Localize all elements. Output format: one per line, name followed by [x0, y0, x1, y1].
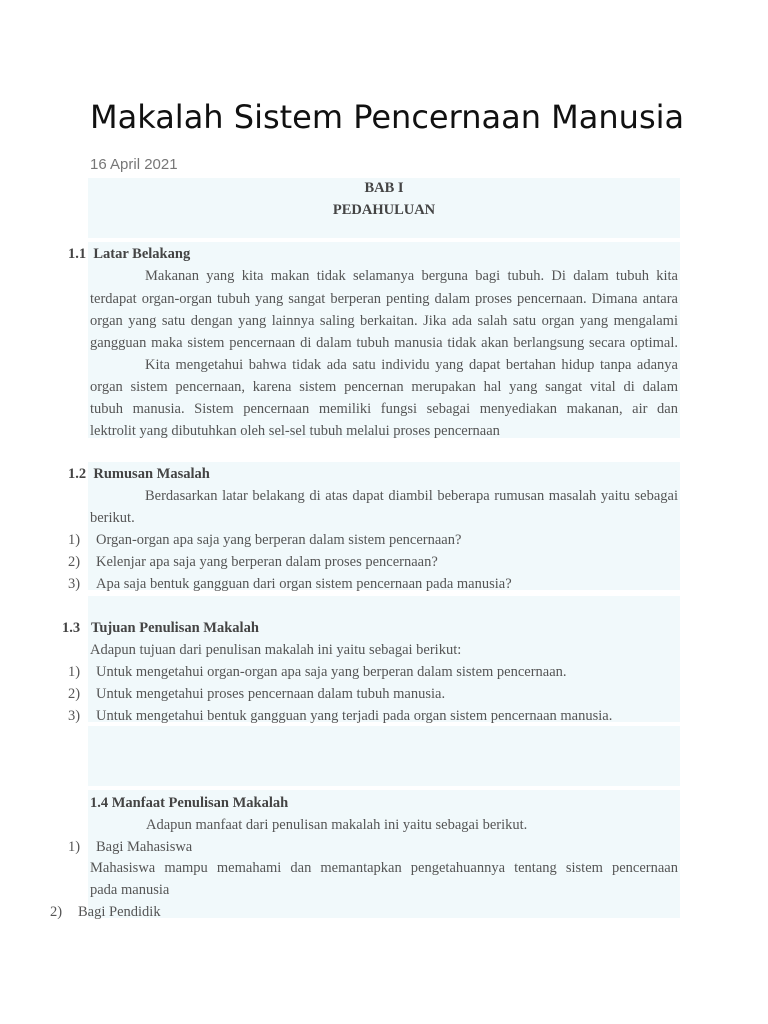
list-item — [68, 531, 461, 549]
paragraph-line: Kita mengetahui bahwa tidak ada satu individu yang dapat bertahan hidup tanpa adanya — [145, 357, 678, 373]
list-number: 1) — [68, 839, 81, 855]
list-item — [68, 553, 438, 571]
list-text: Untuk mengetahui bentuk gangguan yang terjadi pada organ sistem pencernaan manusia. — [96, 708, 613, 724]
list-item — [68, 707, 612, 725]
page-title: Makalah Sistem Pencernaan Manusia — [90, 98, 685, 136]
list-item — [68, 685, 445, 703]
list-number: 2) — [68, 554, 81, 570]
list-text: Organ-organ apa saja yang berperan dalam sistem pencernaan? — [96, 532, 462, 548]
paragraph-line: Makanan yang kita makan tidak selamanya berguna bagi tubuh. Di dalam tubuh kita — [145, 268, 678, 284]
list-text: Bagi Mahasiswa — [96, 839, 193, 855]
section-heading: 1.4 Manfaat Penulisan Makalah — [90, 795, 289, 811]
paragraph-line: terdapat organ-organ tubuh yang sangat berperan penting dalam proses pencernaan. Dimana antara — [90, 291, 678, 307]
chapter-label: BAB I — [364, 180, 404, 196]
list-text: Untuk mengetahui proses pencernaan dalam tubuh manusia. — [96, 686, 446, 702]
list-item — [68, 575, 512, 593]
list-number: 2) — [50, 904, 63, 920]
section-number: 1.1 — [68, 246, 87, 262]
list-item — [68, 663, 567, 681]
paragraph-line: pada manusia — [90, 882, 170, 898]
paragraph-line: Adapun manfaat dari penulisan makalah ini yaitu sebagai berikut. — [146, 817, 528, 833]
list-number: 3) — [68, 576, 81, 592]
list-number: 3) — [68, 708, 81, 724]
highlight-band — [88, 726, 680, 786]
list-text: Untuk mengetahui organ-organ apa saja yang berperan dalam sistem pencernaan. — [96, 664, 567, 680]
paragraph-line: Adapun tujuan dari penulisan makalah ini yaitu sebagai berikut: — [90, 642, 462, 658]
paragraph-line: tubuh manusia. Sistem pencernaan memiliki fungsi sebagai menyediakan makanan, air dan — [90, 401, 678, 417]
publish-date: 16 April 2021 — [90, 156, 178, 173]
section-heading — [68, 465, 210, 483]
section-heading — [68, 245, 190, 263]
list-text: Apa saja bentuk gangguan dari organ sistem pencernaan pada manusia? — [96, 576, 512, 592]
list-text: Bagi Pendidik — [78, 904, 161, 920]
section-title: Tujuan Penulisan Makalah — [91, 620, 259, 636]
section-heading — [62, 619, 259, 637]
highlight-band — [88, 596, 680, 722]
list-item — [50, 903, 161, 921]
section-title: Rumusan Masalah — [93, 466, 210, 482]
list-number: 2) — [68, 686, 81, 702]
chapter-title: PEDAHULUAN — [332, 202, 436, 218]
paragraph-line: berikut. — [90, 510, 135, 526]
paragraph-line: gangguan maka sistem pencernaan di dalam tubuh manusia tidak akan berlangsung secara optimal. — [90, 335, 678, 351]
paragraph-line: lektrolit yang dibutuhkan oleh sel-sel tubuh melalui proses pencernaan — [90, 423, 500, 439]
paragraph-line: organ sistem pencernaan, karena sistem pencernan merupakan hal yang sangat vital di dalam — [90, 379, 678, 395]
list-number: 1) — [68, 664, 81, 680]
paragraph-line: organ yang satu dengan yang lainnya saling berkaitan. Jika ada salah satu organ yang mengalami — [90, 313, 678, 329]
section-number: 1.3 — [62, 620, 81, 636]
section-title: Latar Belakang — [93, 246, 191, 262]
paragraph-line: Berdasarkan latar belakang di atas dapat diambil beberapa rumusan masalah yaitu sebagai — [145, 488, 678, 504]
paragraph-line: Mahasiswa mampu memahami dan memantapkan pengetahuannya tentang sistem pencernaan — [90, 860, 678, 876]
list-item — [68, 838, 192, 856]
section-number: 1.2 — [68, 466, 87, 482]
list-number: 1) — [68, 532, 81, 548]
list-text: Kelenjar apa saja yang berperan dalam proses pencernaan? — [96, 554, 438, 570]
